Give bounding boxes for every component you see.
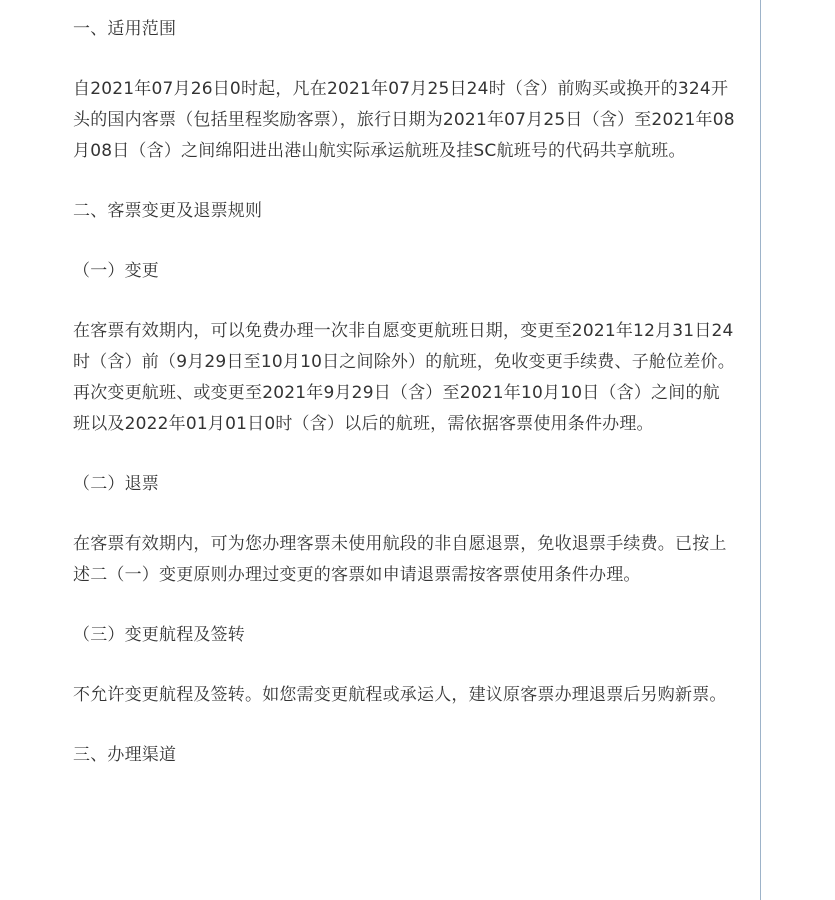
content-border-line (760, 0, 761, 900)
paragraph-refund: 在客票有效期内，可为您办理客票未使用航段的非自愿退票，免收退票手续费。已按上述二（一）变更原则办理过变更的客票如申请退票需按客票使用条件办理。 (73, 534, 727, 585)
section-heading-rules: 二、客票变更及退票规则 (73, 201, 263, 221)
subheading-change: （一）变更 (73, 261, 159, 281)
subheading-refund: （二）退票 (73, 474, 159, 494)
paragraph-change: 在客票有效期内，可以免费办理一次非自愿变更航班日期，变更至2021年12月31日24时（含）前（9月29日至10月10日之间除外）的航班，免收变更手续费、子舱位差价。再次变更航班、或变更至2021年9月29日（含）至2021年10月10日（含）之间的航班以及2022年01月01日0时（含）以后的航班，需依据客票使用条件办理。 (73, 321, 735, 434)
section-heading-channels: 三、办理渠道 (73, 745, 177, 765)
paragraph-route-change: 不允许变更航程及签转。如您需变更航程或承运人，建议原客票办理退票后另购新票。 (73, 685, 727, 705)
section-heading-scope: 一、适用范围 (73, 19, 177, 39)
paragraph-scope: 自2021年07月26日0时起，凡在2021年07月25日24时（含）前购买或换开的324开头的国内客票（包括里程奖励客票），旅行日期为2021年07月25日（含）至2021年08月08日（含）之间绵阳进出港山航实际承运航班及挂SC航班号的代码共享航班。 (73, 79, 735, 161)
subheading-route-change: （三）变更航程及签转 (73, 625, 245, 645)
article-content (73, 14, 735, 800)
